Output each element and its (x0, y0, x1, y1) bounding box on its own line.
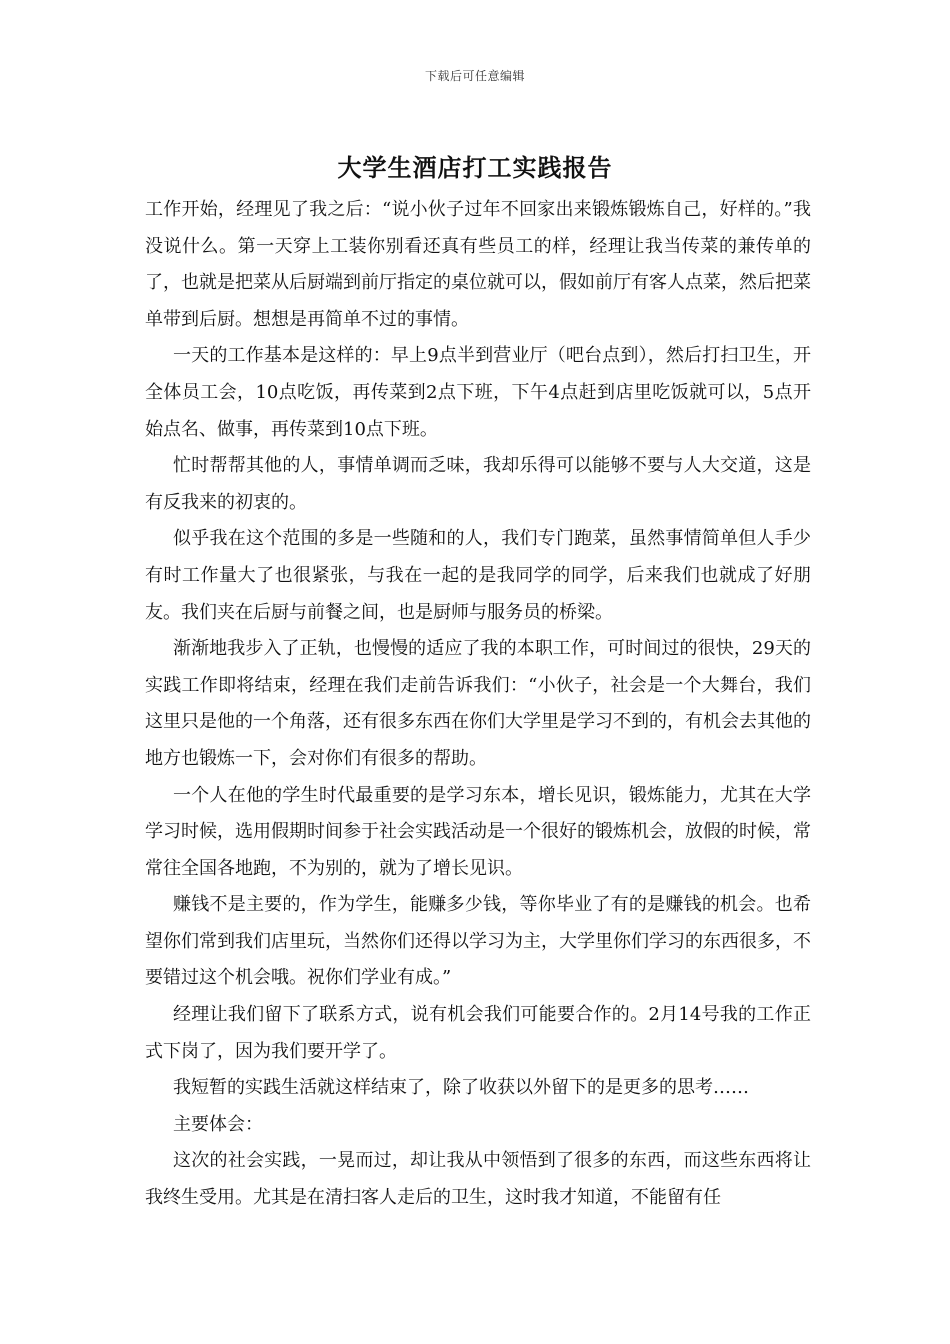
paragraph: 一天的工作基本是这样的：早上9点半到营业厅（吧台点到），然后打扫卫生，开全体员工会，10点吃饭，再传菜到2点下班，下午4点赶到店里吃饭就可以，5点开始点名、做事，再传菜到10点下班。 (145, 345, 811, 440)
paragraph: 似乎我在这个范围的多是一些随和的人，我们专门跑菜，虽然事情简单但人手少有时工作量大了也很紧张，与我在一起的是我同学的同学，后来我们也就成了好朋友。我们夹在后厨与前餐之间，也是厨师与服务员的桥梁。 (145, 528, 811, 623)
paragraph: 渐渐地我步入了正轨，也慢慢的适应了我的本职工作，可时间过的很快，29天的实践工作即将结束，经理在我们走前告诉我们：“小伙子，社会是一个大舞台，我们这里只是他的一个角落，还有很多东西在你们大学里是学习不到的，有机会去其他的地方也锻炼一下，会对你们有很多的帮助。 (145, 638, 811, 769)
paragraph: 主要体会： (173, 1113, 263, 1135)
document-body (145, 192, 811, 1217)
paragraph: 一个人在他的学生时代最重要的是学习东本，增长见识，锻炼能力，尤其在大学学习时候，选用假期时间参于社会实践活动是一个很好的锻炼机会，放假的时候，常常往全国各地跑，不为别的，就为了增长见识。 (145, 784, 811, 879)
header-note: 下载后可任意编辑 (424, 69, 525, 83)
document-title: 大学生酒店打工实践报告 (337, 153, 613, 182)
paragraph: 赚钱不是主要的，作为学生，能赚多少钱，等你毕业了有的是赚钱的机会。也希望你们常到我们店里玩，当然你们还得以学习为主，大学里你们学习的东西很多，不要错过这个机会哦。祝你们学业有成。” (145, 894, 811, 989)
paragraph: 忙时帮帮其他的人，事情单调而乏味，我却乐得可以能够不要与人大交道，这是有反我来的初衷的。 (145, 455, 811, 513)
paragraph: 这次的社会实践，一晃而过，却让我从中领悟到了很多的东西，而这些东西将让我终生受用。尤其是在清扫客人走后的卫生，这时我才知道，不能留有任 (145, 1150, 811, 1209)
paragraph: 经理让我们留下了联系方式，说有机会我们可能要合作的。2月14号我的工作正式下岗了，因为我们要开学了。 (145, 1004, 811, 1062)
paragraph: 我短暂的实践生活就这样结束了，除了收获以外留下的是更多的思考…… (173, 1077, 749, 1099)
paragraph: 工作开始，经理见了我之后：“说小伙子过年不回家出来锻炼锻炼自己，好样的。”我没说什么。第一天穿上工装你别看还真有些员工的样，经理让我当传菜的兼传单的了，也就是把菜从后厨端到前厅指定的桌位就可以，假如前厅有客人点菜，然后把菜单带到后厨。想想是再简单不过的事情。 (145, 199, 811, 330)
